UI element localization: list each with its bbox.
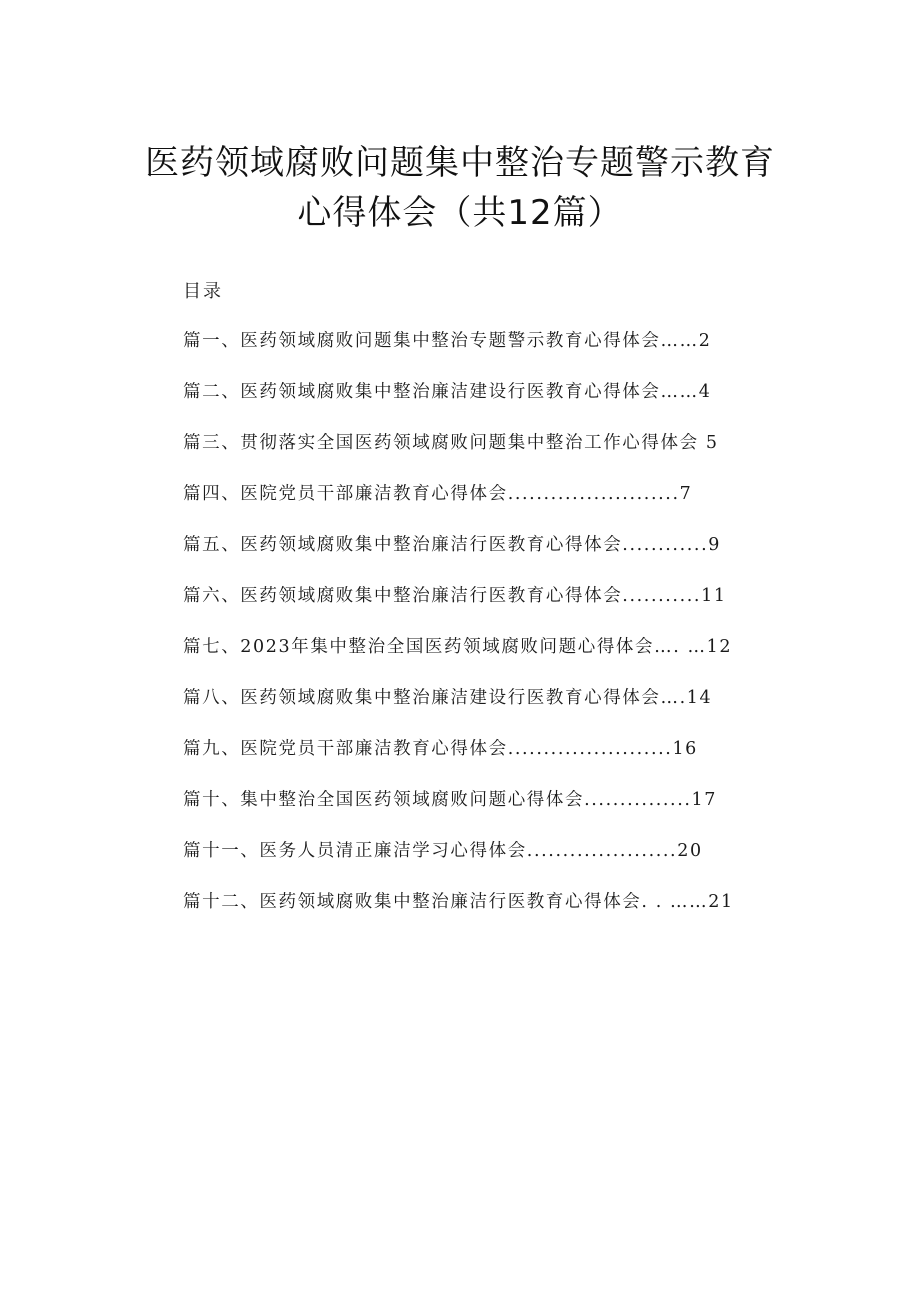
- toc-entry[interactable]: [183, 734, 783, 785]
- toc-entry[interactable]: [183, 581, 783, 632]
- toc-entry[interactable]: [183, 836, 783, 887]
- toc-entry-text: 篇五、医药领域腐败集中整治廉洁行医教育心得体会............9: [183, 535, 721, 555]
- toc-entry-text: 篇二、医药领域腐败集中整治廉洁建设行医教育心得体会……4: [183, 382, 712, 402]
- document-title: [0, 138, 920, 238]
- toc-entry-text: 篇四、医院党员干部廉洁教育心得体会........................7: [183, 484, 693, 504]
- toc-entry[interactable]: [183, 428, 783, 479]
- toc-heading: 目录: [183, 281, 223, 302]
- toc-entry-text: 篇十一、医务人员清正廉洁学习心得体会.....................20: [183, 841, 703, 861]
- toc-entry-text: 篇八、医药领域腐败集中整治廉洁建设行医教育心得体会….14: [183, 688, 713, 708]
- toc-entry-text: 篇七、2023年集中整治全国医药领域腐败问题心得体会…. …12: [183, 637, 733, 657]
- table-of-contents: [183, 326, 783, 938]
- title-line-1: 医药领域腐败问题集中整治专题警示教育: [145, 143, 775, 183]
- toc-entry[interactable]: [183, 530, 783, 581]
- toc-entry-text: 篇九、医院党员干部廉洁教育心得体会.......................16: [183, 739, 698, 759]
- toc-entry-text: 篇六、医药领域腐败集中整治廉洁行医教育心得体会...........11: [183, 586, 727, 606]
- title-line-2: 心得体会（共12篇）: [297, 193, 623, 233]
- toc-entry[interactable]: [183, 785, 783, 836]
- toc-entry-text: 篇十二、医药领域腐败集中整治廉洁行医教育心得体会. . ……21: [183, 892, 734, 912]
- toc-entry-text: 篇一、医药领域腐败问题集中整治专题警示教育心得体会……2: [183, 331, 712, 351]
- toc-entry[interactable]: [183, 683, 783, 734]
- toc-entry[interactable]: [183, 887, 783, 938]
- toc-entry-text: 篇三、贯彻落实全国医药领域腐败问题集中整治工作心得体会 5: [183, 433, 719, 453]
- toc-entry[interactable]: [183, 479, 783, 530]
- toc-entry-text: 篇十、集中整治全国医药领域腐败问题心得体会...............17: [183, 790, 718, 810]
- toc-entry[interactable]: [183, 377, 783, 428]
- toc-entry[interactable]: [183, 326, 783, 377]
- toc-entry[interactable]: [183, 632, 783, 683]
